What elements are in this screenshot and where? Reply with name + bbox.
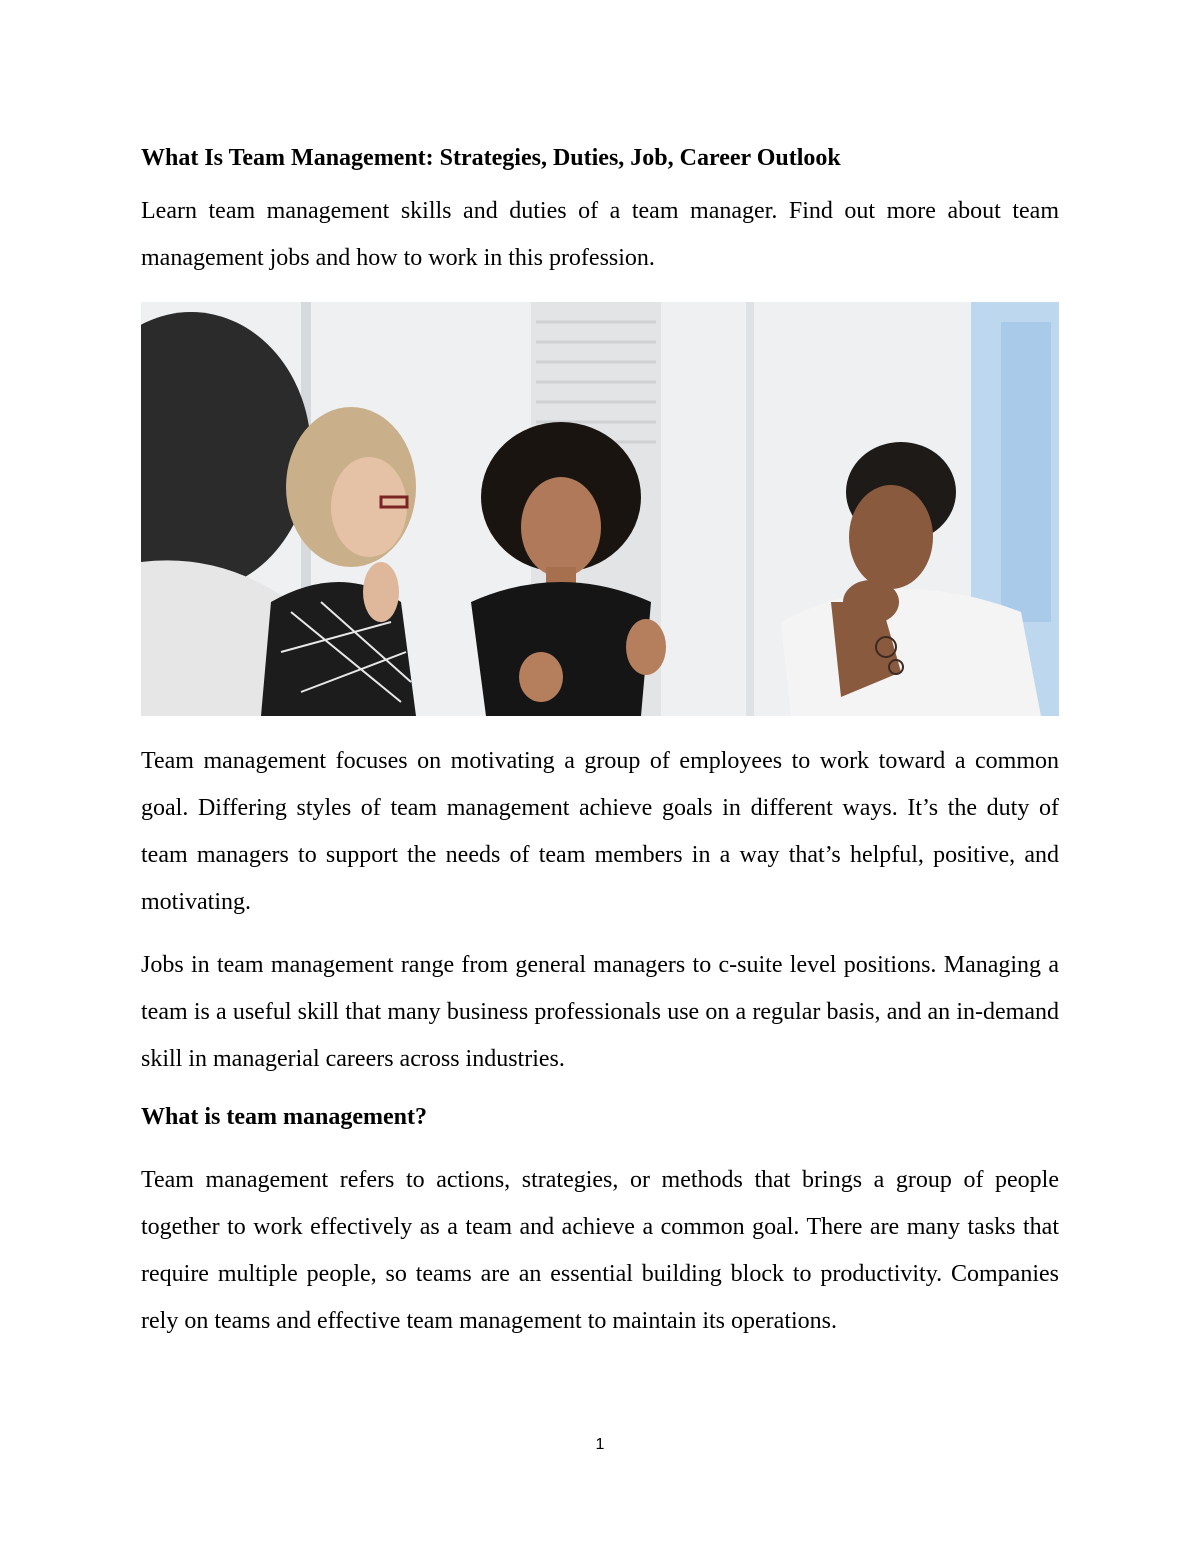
document-content bbox=[141, 140, 1059, 1345]
page-number: 1 bbox=[595, 1436, 605, 1453]
section-heading: What is team management? bbox=[141, 1104, 427, 1130]
paragraph-team-management-focus: Team management focuses on motivating a group of employees to work toward a common goal. Differing styles of team management achieve goals in different ways. It’s the duty of team managers to support the needs of team members in a way that’s helpful, positive, and motivating. bbox=[141, 748, 1059, 915]
document-title: What Is Team Management: Strategies, Duties, Job, Career Outlook bbox=[141, 145, 841, 171]
paragraph-team-management-jobs: Jobs in team management range from general managers to c-suite level positions. Managing a team is a useful skill that many business professionals use on a regular basis, and an in-demand skill in managerial careers across industries. bbox=[141, 952, 1059, 1072]
section-paragraph: Team management refers to actions, strategies, or methods that brings a group of people together to work effectively as a team and achieve a common goal. There are many tasks that require multiple people, so teams are an essential building block to productivity. Companies rely on teams and effective team management to maintain its operations. bbox=[141, 1167, 1059, 1334]
team-meeting-photo bbox=[141, 302, 1059, 716]
intro-paragraph: Learn team management skills and duties of a team manager. Find out more about team management jobs and how to work in this profession. bbox=[141, 198, 1059, 271]
